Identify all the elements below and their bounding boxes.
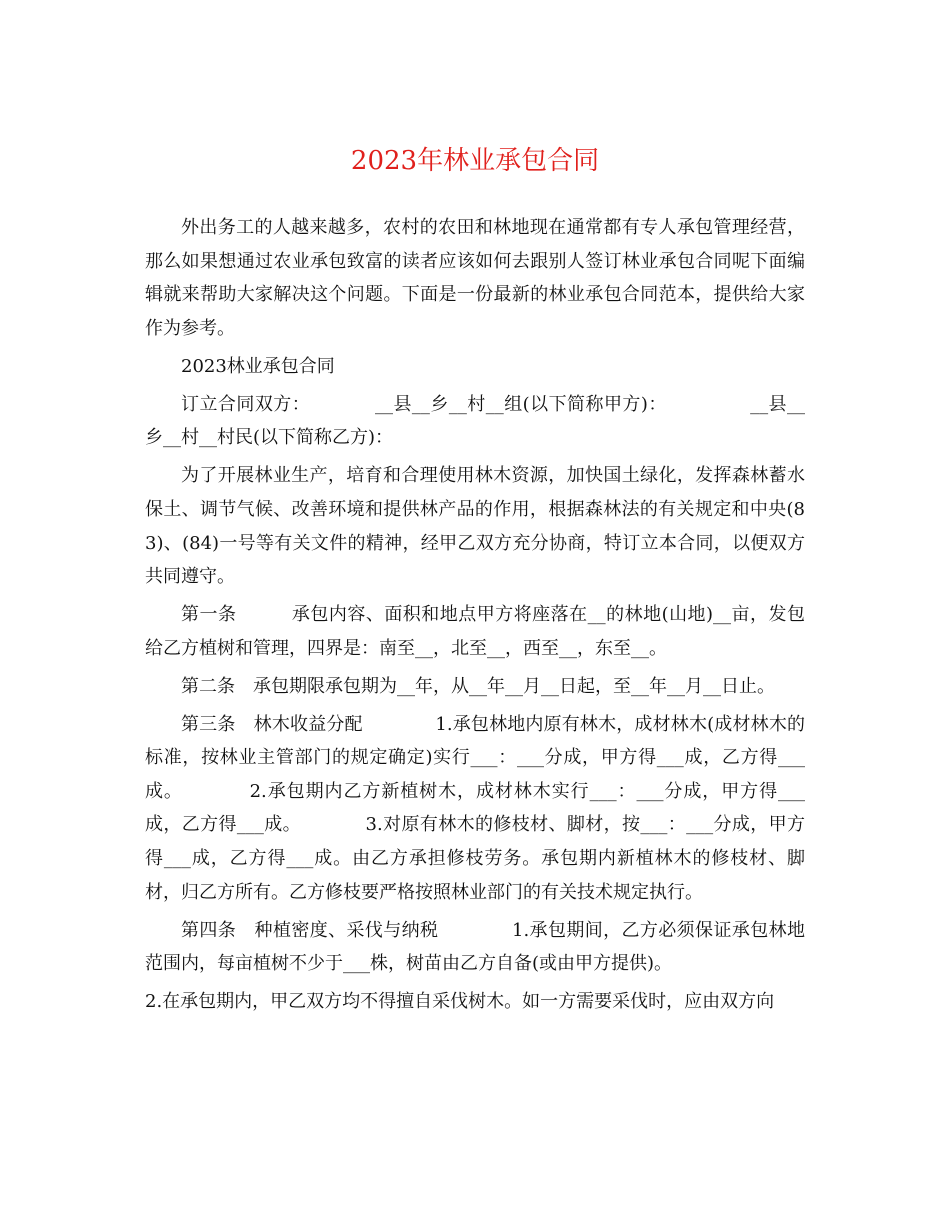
document-body: [145, 211, 805, 1023]
article-4-clause-2-paragraph: 2.在承包期内，甲乙双方均不得擅自采伐树木。如一方需要采伐时，应由双方向: [145, 991, 775, 1013]
document-title: 2023年林业承包合同: [350, 146, 600, 176]
article-2-paragraph: 第二条 承包期限承包期为__年，从__年__月__日起，至__年__月__日止。: [181, 675, 775, 697]
article-1-paragraph: 第一条 承包内容、面积和地点甲方将座落在__的林地(山地)__亩，发包给乙方植树和管理，四界是：南至__，北至__，西至__，东至__。: [145, 604, 805, 659]
contract-parties-paragraph: 订立合同双方： __县__乡__村__组(以下简称甲方)： __县__乡__村__村民(以下简称乙方)：: [145, 393, 805, 449]
intro-paragraph: 外出务工的人越来越多，农村的农田和林地现在通常都有专人承包管理经营，那么如果想通过农业承包致富的读者应该如何去跟别人签订林业承包合同呢下面编辑就来帮助大家解决这个问题。下面是一份最新的林业承包合同范本，提供给大家作为参考。: [145, 217, 805, 339]
article-3-paragraph: 第三条 林木收益分配 1.承包林地内原有林木，成材林木(成材林木的标准，按林业主管部门的规定确定)实行___：___分成，甲方得___成，乙方得___成。 2.承包期内乙方新植树木，成材林木实行___：___分成，甲方得___成，乙方得___成。 3.对原有林木的修枝材、脚材，按___：___分成，甲方得___成，乙方得___成。由乙方承担修枝劳务。承包期内新植林木的修枝材、脚材，归乙方所有。乙方修枝要严格按照林业部门的有关技术规定执行。: [145, 713, 805, 903]
purpose-paragraph: 为了开展林业生产，培育和合理使用林木资源，加快国土绿化，发挥森林蓄水保土、调节气候、改善环境和提供林产品的作用，根据森林法的有关规定和中央(83)、(84)一号等有关文件的精神，经甲乙双方充分协商，特订立本合同，以便双方共同遵守。: [145, 465, 805, 588]
article-4-paragraph: 第四条 种植密度、采伐与纳税 1.承包期间，乙方必须保证承包林地范围内，每亩植树不少于___株，树苗由乙方自备(或由甲方提供)。: [145, 919, 805, 975]
contract-subtitle: 2023林业承包合同: [181, 355, 335, 377]
